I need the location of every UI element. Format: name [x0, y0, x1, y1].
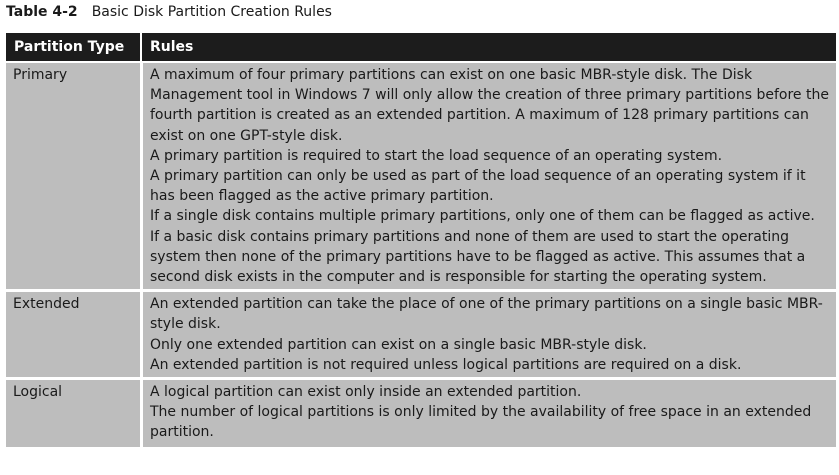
table-row [6, 289, 836, 377]
rule-text: Only one extended partition can exist on a single basic MBR-style disk. [150, 336, 647, 353]
rules-cell [140, 61, 836, 289]
rule-text: If a single disk contains multiple primary partitions, only one of them can be flagged as active. [150, 208, 815, 225]
table-header-row [6, 33, 836, 61]
rule-text: An extended partition is not required unless logical partitions are required on a disk. [150, 356, 742, 373]
rule-text: A primary partition is required to start the load sequence of an operating system. [150, 147, 723, 164]
rule-text: An extended partition can take the place of one of the primary partitions on a single basic MBR-style disk. [150, 296, 823, 333]
rules-cell [140, 377, 836, 447]
partition-type-cell: Primary [6, 61, 140, 289]
header-partition-type: Partition Type [6, 33, 140, 61]
table-caption [6, 3, 332, 21]
partition-type-cell: Extended [6, 289, 140, 377]
table-row [6, 377, 836, 447]
table-title: Basic Disk Partition Creation Rules [91, 4, 332, 20]
partition-rules-table [6, 33, 836, 447]
rule-text: A maximum of four primary partitions can exist on one basic MBR-style disk. The Disk Management tool in Windows 7 will only allow the creation of three primary partitions before the fourth partition is created as an extended partition. A maximum of 128 primary partitions can exist on one GPT-style disk. [150, 67, 829, 144]
header-rules: Rules [140, 33, 836, 61]
rule-text: If a basic disk contains primary partitions and none of them are used to start the operating system then none of the primary partitions have to be flagged as active. This assumes that a second disk exists in the computer and is responsible for starting the operating system. [150, 228, 806, 286]
partition-type-cell: Logical [6, 377, 140, 447]
table-row [6, 61, 836, 289]
rule-text: A logical partition can exist only inside an extended partition. [150, 384, 582, 401]
table-number: Table 4-2 [6, 4, 78, 20]
rule-text: A primary partition can only be used as part of the load sequence of an operating system if it has been flagged as the active primary partition. [150, 168, 806, 205]
rule-text: The number of logical partitions is only limited by the availability of free space in an extended partition. [150, 404, 812, 441]
rules-cell [140, 289, 836, 377]
